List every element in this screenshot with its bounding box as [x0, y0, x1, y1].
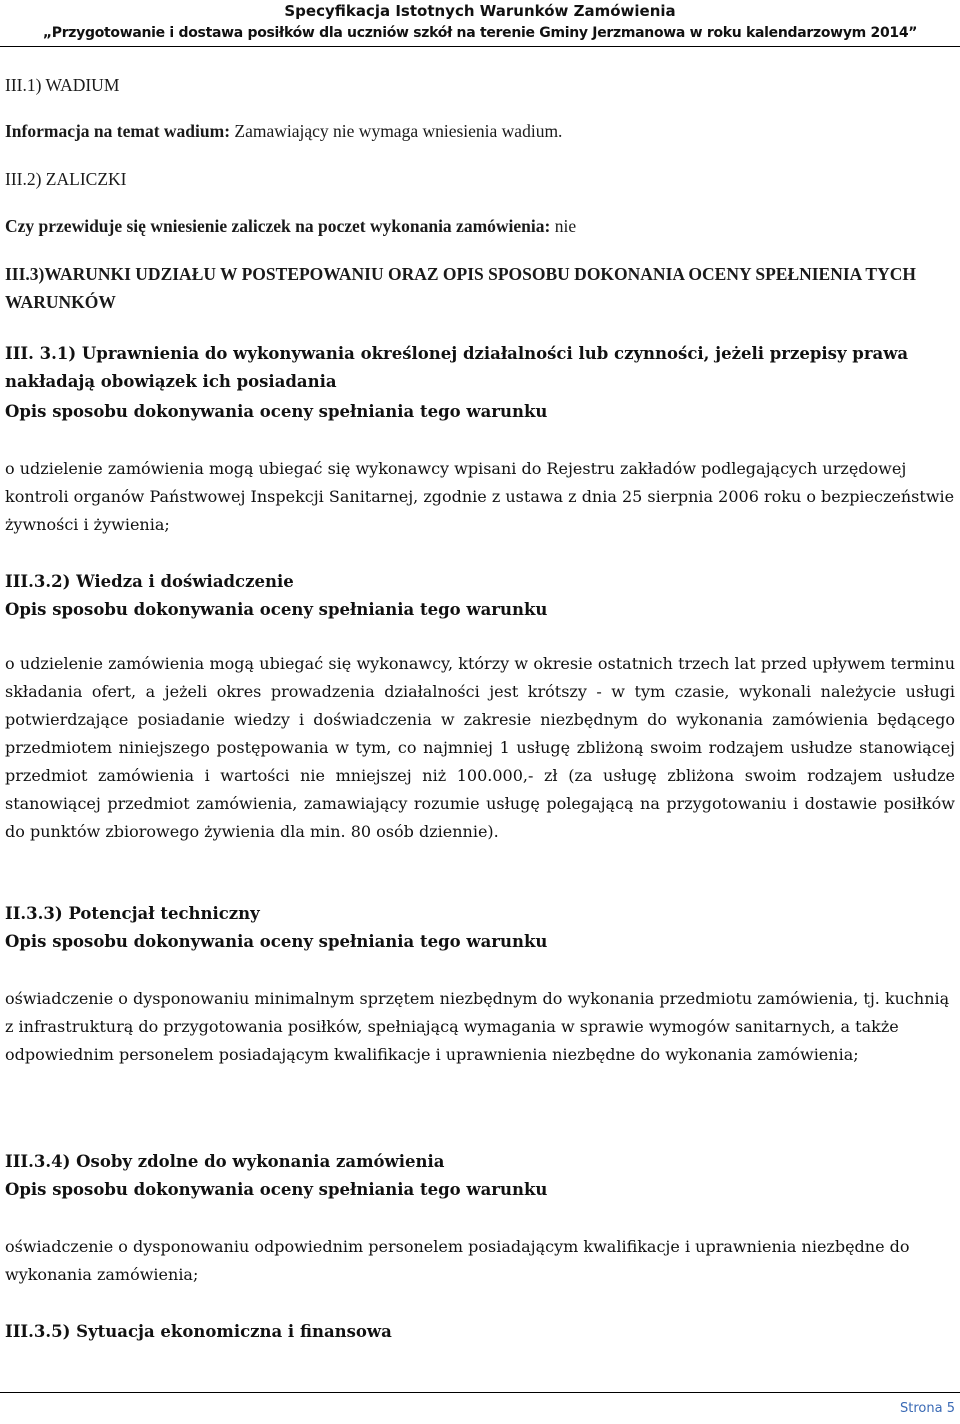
s334-body: oświadczenie o dysponowaniu odpowiednim personelem posiadającym kwalifikacje i uprawnienia niezbędne do wykonania zamówienia;: [5, 1237, 910, 1284]
page-number: Strona 5: [900, 1401, 955, 1416]
s331-body: o udzielenie zamówienia mogą ubiegać się wykonawcy wpisani do Rejestru zakładów podlegających urzędowej kontroli organów Państwowej Inspekcji Sanitarnej, zgodnie z ustawa z dnia 25 sierpnia 2006 roku o bezpieczeństwie żywności i żywienia;: [5, 459, 955, 534]
zaliczki-question-line: [5, 213, 955, 239]
s333-subheading: Opis sposobu dokonywania oceny spełniania tego warunku: [5, 932, 548, 951]
zaliczki-heading: III.2) ZALICZKI: [5, 169, 127, 189]
header-divider: [0, 46, 960, 47]
wadium-heading: III.1) WADIUM: [5, 75, 120, 95]
s334-heading: III.3.4) Osoby zdolne do wykonania zamówienia: [5, 1152, 445, 1171]
s331-heading: III. 3.1) Uprawnienia do wykonywania określonej działalności lub czynności, jeżeli przepisy prawa nakładają obowiązek ich posiadania: [5, 344, 909, 391]
zaliczki-question: Czy przewiduje się wniesienie zaliczek na poczet wykonania zamówienia:: [5, 216, 551, 236]
wadium-info-label: Informacja na temat wadium:: [5, 121, 231, 141]
warunki-heading: III.3)WARUNKI UDZIAŁU W POSTEPOWANIU ORAZ OPIS SPOSOBU DOKONANIA OCENY SPEŁNIENIA TYCH WARUNKÓW: [5, 264, 916, 312]
s334-subheading: Opis sposobu dokonywania oceny spełniania tego warunku: [5, 1180, 548, 1199]
document-title: Specyfikacja Istotnych Warunków Zamówienia: [284, 2, 676, 20]
s335-heading: III.3.5) Sytuacja ekonomiczna i finansowa: [5, 1322, 392, 1341]
wadium-info: [5, 118, 955, 144]
page-header: [0, 0, 960, 50]
s331-subheading: Opis sposobu dokonywania oceny spełniania tego warunku: [5, 402, 548, 421]
document-subtitle: „Przygotowanie i dostawa posiłków dla uczniów szkół na terenie Gminy Jerzmanowa w roku kalendarzowym 2014”: [42, 25, 918, 41]
s333-heading: II.3.3) Potencjał techniczny: [5, 904, 260, 923]
s332-heading: III.3.2) Wiedza i doświadczenie: [5, 572, 294, 591]
s333-body: oświadczenie o dysponowaniu minimalnym sprzętem niezbędnym do wykonania przedmiotu zamówienia, tj. kuchnią z infrastrukturą do przygotowania posiłków, spełniającą wymagania w sprawie wymogów sanitarnych, a także odpowiednim personelem posiadającym kwalifikacje i uprawnienia niezbędne do wykonania zamówienia;: [5, 989, 950, 1064]
zaliczki-answer: nie: [554, 216, 577, 236]
s332-body: o udzielenie zamówienia mogą ubiegać się wykonawcy, którzy w okresie ostatnich trzech lat przed upływem terminu składania ofert, a jeżeli okres prowadzenia działalności jest krótszy - w tym czasie, wykonali należycie usługi potwierdzające posiadanie wiedzy i doświadczenia w zakresie niezbędnym do wykonania zamówienia będącego przedmiotem niniejszego postępowania w tym, co najmniej 1 usługę zbliżoną swoim rodzajem usłudze stanowiącej przedmiot zamówienia i wartości nie mniejszej niż 100.000,- zł (za usługę zbliżona swoim rodzajem usłudze stanowiącej przedmiot zamówienia, zamawiający rozumie usługę polegającą na przygotowaniu i dostawie posiłków do punktów zbiorowego żywienia dla min. 80 osób dziennie).: [5, 654, 955, 841]
s332-subheading: Opis sposobu dokonywania oceny spełniania tego warunku: [5, 600, 548, 619]
wadium-info-text: Zamawiający nie wymaga wniesienia wadium.: [234, 121, 563, 141]
footer-divider: [0, 1392, 960, 1393]
